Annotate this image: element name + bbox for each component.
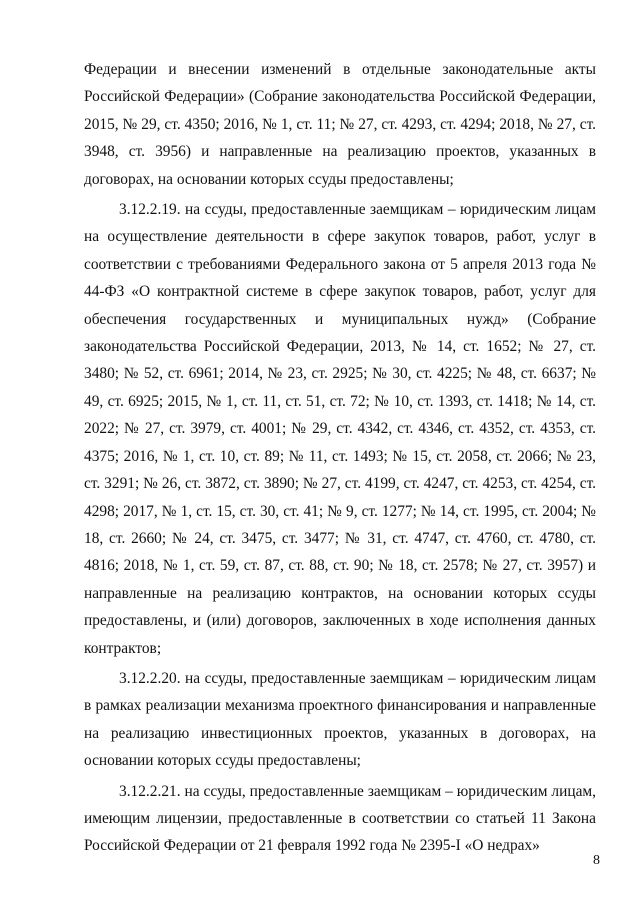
paragraph-3-12-2-21: 3.12.2.21. на ссуды, предоставленные заемщикам – юридическим лицам, имеющим лицензии, предоставленные в соответствии со статьей 11 Закона Российской Федерации от 21 февраля 1992 года № 2395-I «О недрах» [84, 782, 596, 855]
document-body [84, 56, 596, 860]
paragraph-continuation: Федерации и внесении изменений в отдельные законодательные акты Российской Федерации» (Собрание законодательства Российской Федерации, 2015, № 29, ст. 4350; 2016, № 1, ст. 11; № 27, ст. 4293, ст. 4294; 2018, № 27, ст. 3948, ст. 3956) и направленные на реализацию проектов, указанных в договорах, на основании которых ссуды предоставлены; [84, 61, 596, 188]
page-number: 8 [593, 853, 600, 868]
paragraph-3-12-2-20: 3.12.2.20. на ссуды, предоставленные заемщикам – юридическим лицам в рамках реализации механизма проектного финансирования и направленные на реализацию инвестиционных проектов, указанных в договорах, на основании которых ссуды предоставлены; [84, 669, 596, 770]
paragraph-3-12-2-19: 3.12.2.19. на ссуды, предоставленные заемщикам – юридическим лицам на осуществление деятельности в сфере закупок товаров, работ, услуг в соответствии с требованиями Федерального закона от 5 апреля 2013 года № 44-ФЗ «О контрактной системе в сфере закупок товаров, работ, услуг для обеспечения государственных и муниципальных нужд» (Собрание законодательства Российской Федерации, 2013, № 14, ст. 1652; № 27, ст. 3480; № 52, ст. 6961; 2014, № 23, ст. 2925; № 30, ст. 4225; № 48, ст. 6637; № 49, ст. 6925; 2015, № 1, ст. 11, ст. 51, ст. 72; № 10, ст. 1393, ст. 1418; № 14, ст. 2022; № 27, ст. 3979, ст. 4001; № 29, ст. 4342, ст. 4346, ст. 4352, ст. 4353, ст. 4375; 2016, № 1, ст. 10, ст. 89; № 11, ст. 1493; № 15, ст. 2058, ст. 2066; № 23, ст. 3291; № 26, ст. 3872, ст. 3890; № 27, ст. 4199, ст. 4247, ст. 4253, ст. 4254, ст. 4298; 2017, № 1, ст. 15, ст. 30, ст. 41; № 9, ст. 1277; № 14, ст. 1995, ст. 2004; № 18, ст. 2660; № 24, ст. 3475, ст. 3477; № 31, ст. 4747, ст. 4760, ст. 4780, ст. 4816; 2018, № 1, ст. 59, ст. 87, ст. 88, ст. 90; № 18, ст. 2578; № 27, ст. 3957) и направленные на реализацию контрактов, на основании которых ссуды предоставлены, и (или) договоров, заключенных в ходе исполнения данных контрактов; [84, 201, 596, 657]
